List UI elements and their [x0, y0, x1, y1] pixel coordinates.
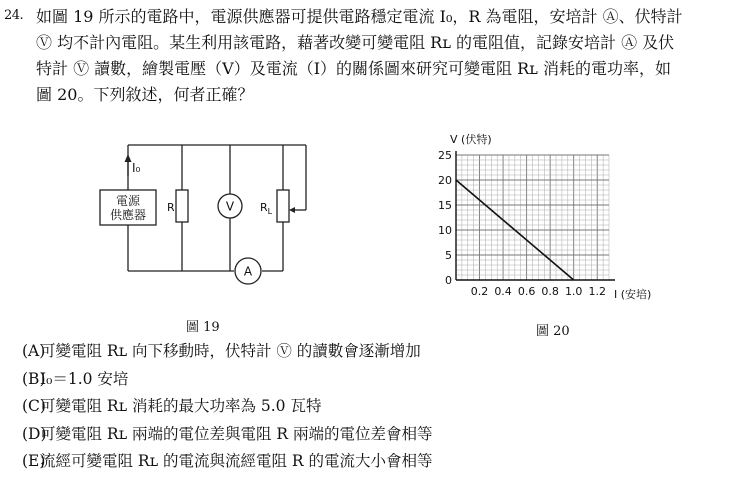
figure-20-caption: 圖 20 — [536, 324, 570, 339]
option-d-text: 可變電阻 Rʟ 兩端的電位差與電阻 R 兩端的電位差會相等 — [40, 424, 433, 443]
figure-19-circuit — [90, 130, 320, 304]
option-d[interactable] — [22, 421, 432, 449]
stem-line-1: 如圖 19 所示的電路中，電源供應器可提供電路穩定電流 I₀，R 為電阻，安培計 Ⓐ、伏特計 — [36, 7, 683, 26]
option-b-text: I₀＝1.0 安培 — [40, 369, 129, 388]
variable-resistor-rl — [277, 190, 289, 222]
option-c-text: 可變電阻 Rʟ 消耗的最大功率為 5.0 瓦特 — [40, 397, 322, 415]
resistor-label: R — [167, 201, 175, 214]
x-tick-label: 0.2 — [470, 285, 489, 298]
option-a-text: 可變電阻 Rʟ 向下移動時，伏特計 Ⓥ 的讀數會逐漸增加 — [40, 342, 421, 360]
x-tick-label: 1.2 — [588, 285, 606, 298]
option-e[interactable] — [22, 448, 432, 476]
option-a[interactable] — [22, 338, 432, 366]
y-axis-title: V (伏特) — [450, 133, 492, 146]
option-a-label: (A) — [22, 342, 46, 360]
answer-options — [22, 338, 432, 476]
voltmeter-symbol: V — [225, 199, 235, 214]
circuit-diagram — [90, 130, 320, 300]
y-tick-label: 20 — [438, 174, 452, 187]
power-supply-label-1: 電源 — [115, 194, 141, 208]
stem-line-3: 特計 Ⓥ 讀數，繪製電壓（V）及電流（I）的關係圖來研究可變電阻 Rʟ 消耗的電功率，如 — [36, 59, 671, 78]
x-tick-label: 0.4 — [494, 285, 512, 298]
y-tick-label: 0 — [445, 274, 452, 287]
option-c[interactable] — [22, 393, 432, 421]
ammeter-symbol: A — [243, 264, 253, 279]
y-tick-label: 15 — [438, 199, 452, 212]
figure-19-caption: 圖 19 — [186, 320, 220, 335]
option-c-label: (C) — [22, 397, 46, 415]
y-tick-label: 5 — [445, 249, 452, 262]
x-tick-label: 0.6 — [517, 285, 536, 298]
vi-chart — [420, 127, 710, 307]
y-tick-label: 25 — [438, 149, 452, 162]
question-stem — [36, 4, 748, 108]
x-tick-label: 0.8 — [541, 285, 559, 298]
variable-resistor-label: $R_L$ — [260, 201, 273, 216]
stem-line-4: 圖 20。下列敘述，何者正確？ — [36, 85, 254, 104]
option-b-label: (B) — [22, 369, 46, 388]
stem-line-2: Ⓥ 均不計內電阻。某生利用該電路，藉著改變可變電阻 Rʟ 的電阻值，記錄安培計 Ⓐ 及伏 — [36, 33, 675, 52]
x-tick-label: 1.0 — [564, 285, 583, 298]
figure-20-graph — [420, 127, 710, 311]
slider-arrow-icon — [289, 207, 295, 213]
current-arrow-icon — [125, 154, 132, 176]
question-number: 24. — [4, 8, 24, 23]
option-b[interactable] — [22, 366, 432, 394]
option-e-text: 流經可變電阻 Rʟ 的電流與流經電阻 R 的電流大小會相等 — [40, 452, 433, 470]
resistor-r — [176, 190, 188, 222]
y-tick-label: 10 — [438, 224, 452, 237]
option-d-label: (D) — [22, 424, 47, 443]
option-e-label: (E) — [22, 452, 46, 470]
x-axis-title: I (安培) — [614, 288, 652, 301]
current-label: I₀ — [132, 161, 141, 175]
power-supply-label-2: 供應器 — [109, 208, 147, 222]
